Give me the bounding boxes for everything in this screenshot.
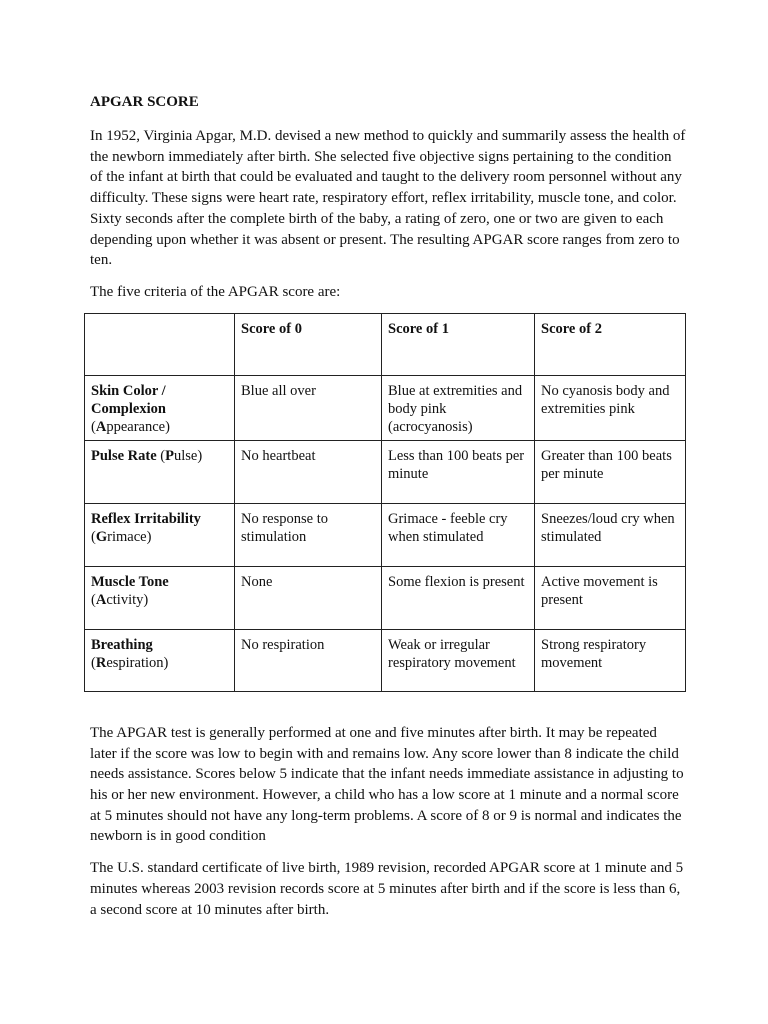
criterion-name: Skin Color / Complexion (91, 382, 166, 417)
criterion-cell (85, 566, 235, 629)
criterion-cell (85, 375, 235, 440)
score-0-cell: No heartbeat (235, 440, 382, 503)
criterion-letter: G (95, 528, 108, 545)
birth-certificate-paragraph: The U.S. standard certificate of live birth, 1989 revision, recorded APGAR score at 1 minute and 5 minutes whereas 2003 revision records score at 5 minutes after birth and if the score is less than 6, a second score at 10 minutes after birth. (90, 860, 684, 918)
score-2-cell: Greater than 100 beats per minute (535, 440, 686, 503)
criterion-letter: A (95, 418, 107, 435)
score-0-cell: Blue all over (235, 375, 382, 440)
score-1-cell: Weak or irregular respiratory movement (382, 629, 535, 691)
criterion-cell (85, 503, 235, 566)
score-1-cell: Some flexion is present (382, 566, 535, 629)
header-cell-score-1: Score of 1 (382, 313, 535, 375)
criterion-letter: A (95, 591, 107, 608)
intro-paragraph: In 1952, Virginia Apgar, M.D. devised a new method to quickly and summarily assess the health of the newborn immediately after birth. She selected five objective signs pertaining to the condition of the infant at birth that could be evaluated and taught to the delivery room personnel without any difficulty. These signs were heart rate, respiratory effort, reflex irritability, muscle tone, and color. Sixty seconds after the complete birth of the baby, a rating of zero, one or two are given to each depending upon whether it was absent or present. The resulting APGAR score ranges from zero to ten. (90, 128, 686, 269)
table-row (85, 566, 686, 629)
criterion-paren-open: ( (156, 447, 166, 464)
table-row (85, 375, 686, 440)
table-row (85, 503, 686, 566)
criterion-rest: ulse) (173, 447, 203, 464)
header-cell-score-2: Score of 2 (535, 313, 686, 375)
criterion-name: Reflex Irritability (91, 510, 201, 527)
score-2-cell: Active movement is present (535, 566, 686, 629)
criterion-paren-open: ( (91, 654, 96, 671)
document-page (90, 92, 686, 931)
criterion-cell (85, 440, 235, 503)
criterion-cell (85, 629, 235, 691)
table-row (85, 629, 686, 691)
header-cell-empty (85, 313, 235, 375)
score-0-cell: None (235, 566, 382, 629)
criterion-name: Breathing (91, 636, 153, 653)
table-header-row (85, 313, 686, 375)
score-0-cell: No respiration (235, 629, 382, 691)
score-2-cell: No cyanosis body and extremities pink (535, 375, 686, 440)
criterion-rest: rimace) (107, 528, 152, 545)
criterion-paren-open: ( (91, 528, 96, 545)
score-2-cell: Strong respiratory movement (535, 629, 686, 691)
score-0-cell: No response to stimulation (235, 503, 382, 566)
criterion-rest: ctivity) (106, 591, 149, 608)
document-title: APGAR SCORE (90, 94, 199, 110)
score-1-cell: Grimace - feeble cry when stimulated (382, 503, 535, 566)
score-2-cell: Sneezes/loud cry when stimulated (535, 503, 686, 566)
table-row (85, 440, 686, 503)
header-cell-score-0: Score of 0 (235, 313, 382, 375)
after-table-section (90, 723, 686, 920)
criterion-name: Muscle Tone (91, 573, 169, 590)
criteria-intro-text: The five criteria of the APGAR score are: (90, 283, 341, 300)
apgar-test-paragraph: The APGAR test is generally performed at one and five minutes after birth. It may be repeated later if the score was low to begin with and remains low. Any score lower than 8 indicate the child needs assistance. Scores below 5 indicate that the infant needs immediate assistance in adjusting to his or her new environment. However, a child who has a low score at 1 minute and a normal score at 5 minutes should not have any long-term problems. A score of 8 or 9 is normal and indicates the newborn is in good condition (90, 724, 684, 845)
criterion-letter: P (165, 447, 174, 464)
criterion-paren-open: ( (91, 418, 96, 435)
criterion-rest: ppearance) (106, 418, 170, 435)
apgar-table (84, 313, 686, 692)
score-1-cell: Blue at extremities and body pink (acrocyanosis) (382, 375, 535, 440)
criterion-rest: espiration) (106, 654, 169, 671)
score-1-cell: Less than 100 beats per minute (382, 440, 535, 503)
criterion-name: Pulse Rate (91, 447, 157, 464)
criterion-paren-open: ( (91, 591, 96, 608)
criterion-letter: R (95, 654, 107, 671)
